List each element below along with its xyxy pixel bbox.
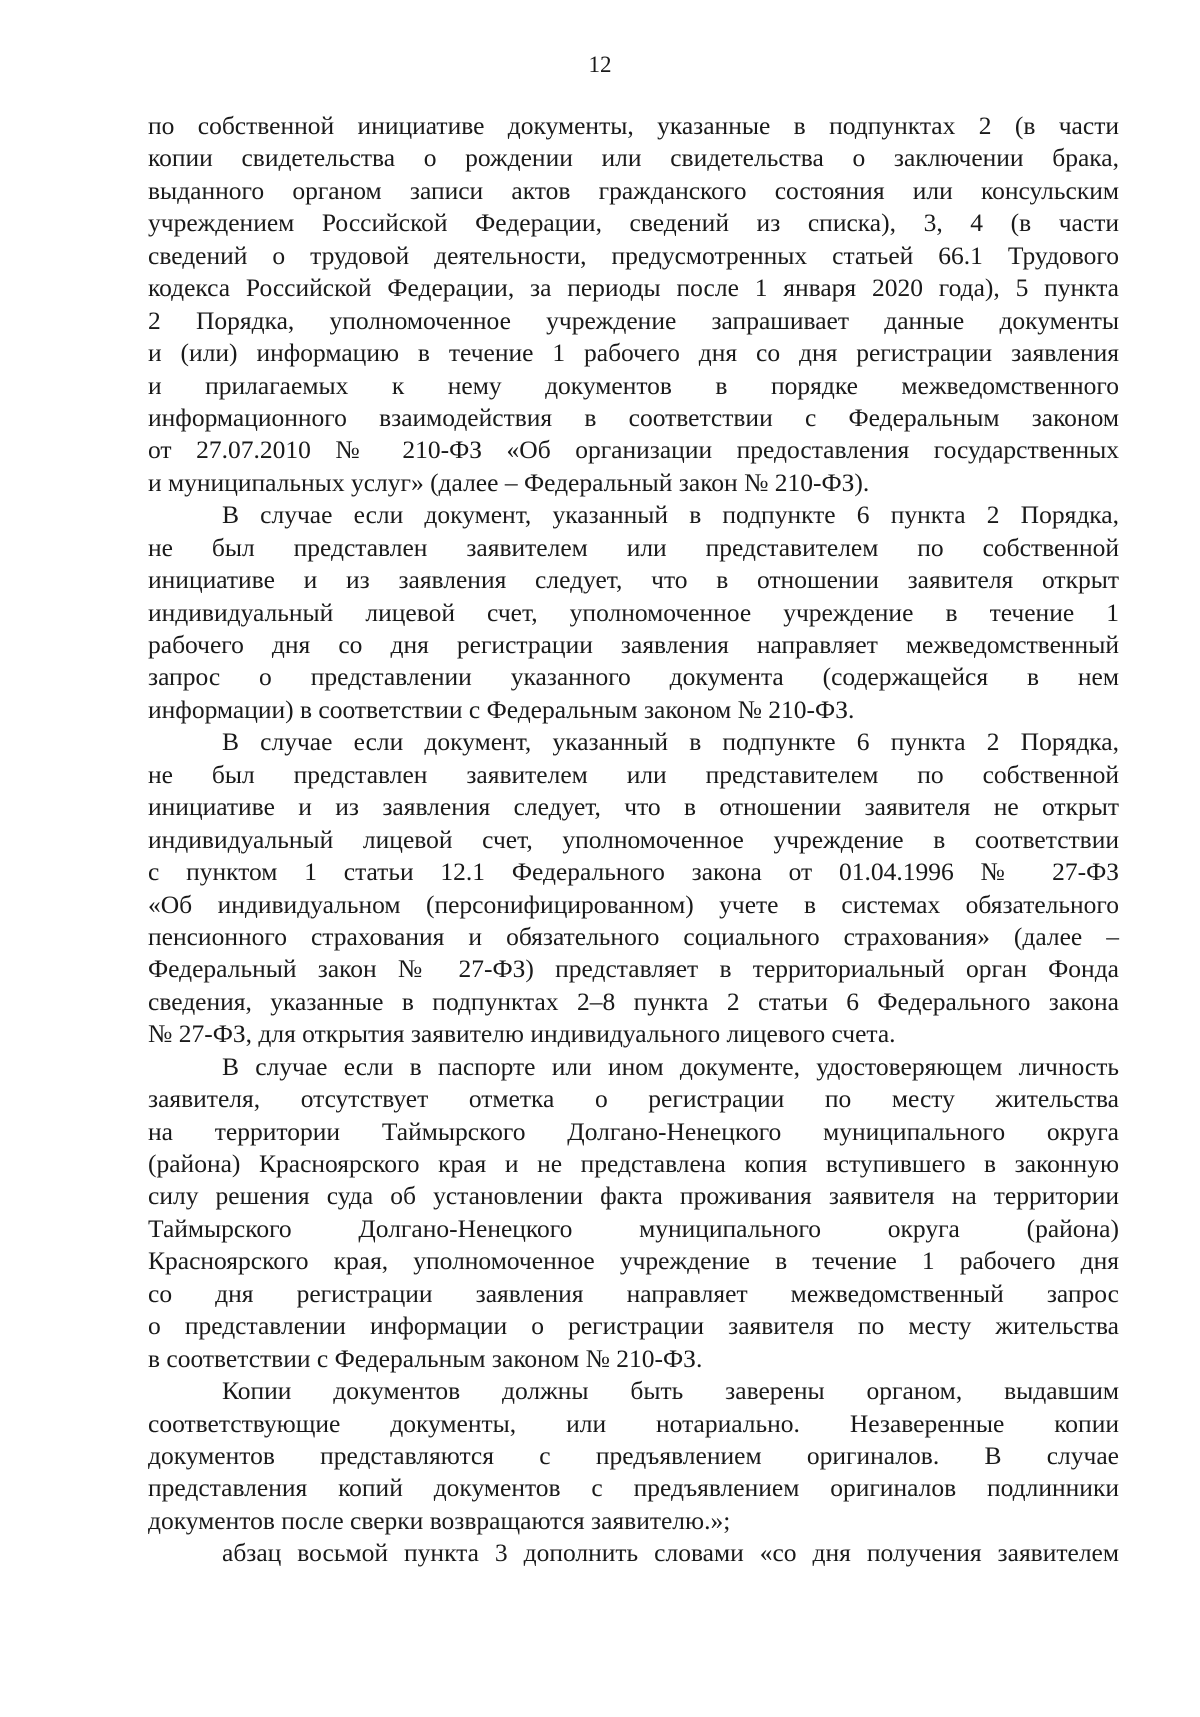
text-line: Копии документов должны быть заверены органом, выдавшим [222, 1376, 1119, 1406]
document-body [148, 110, 1119, 1570]
text-line: учреждением Российской Федерации, сведений из списка), 3, 4 (в части [148, 208, 1119, 238]
text-line: документов представляются с предъявлением оригиналов. В случае [148, 1440, 1119, 1470]
text-line: В случае если документ, указанный в подпункте 6 пункта 2 Порядка, [222, 727, 1119, 757]
text-line: со дня регистрации заявления направляет межведомственный запрос [148, 1278, 1119, 1308]
text-line: 2 Порядка, уполномоченное учреждение запрашивает данные документы [148, 305, 1119, 335]
text-line: пенсионного страхования и обязательного социального страхования» (далее – [148, 921, 1119, 951]
text-line: и прилагаемых к нему документов в порядке межведомственного [148, 370, 1119, 400]
text-line: запрос о представлении указанного документа (содержащейся в нем [148, 662, 1119, 692]
text-line: инициативе и из заявления следует, что в отношении заявителя открыт [148, 565, 1119, 595]
text-line: информационного взаимодействия в соответствии с Федеральным законом [148, 402, 1119, 432]
text-line: индивидуальный лицевой счет, уполномоченное учреждение в соответствии [148, 824, 1119, 854]
text-line: силу решения суда об установлении факта проживания заявителя на территории [148, 1181, 1119, 1211]
text-line: «Об индивидуальном (персонифицированном) учете в системах обязательного [148, 889, 1119, 919]
text-line: рабочего дня со дня регистрации заявления направляет межведомственный [148, 630, 1119, 659]
text-line: Федеральный закон № 27-ФЗ) представляет в территориальный орган Фонда [148, 954, 1119, 984]
text-line: на территории Таймырского Долгано-Ненецкого муниципального округа [148, 1116, 1119, 1146]
text-line: Красноярского края, уполномоченное учреждение в течение 1 рабочего дня [148, 1246, 1119, 1276]
text-line: выданного органом записи актов гражданского состояния или консульским [148, 175, 1119, 205]
text-line: информации) в соответствии с Федеральным законом № 210-ФЗ. [148, 694, 855, 724]
text-line: представления копий документов с предъявлением оригиналов подлинники [148, 1473, 1119, 1503]
text-line: по собственной инициативе документы, указанные в подпунктах 2 (в части [148, 111, 1119, 140]
text-line: № 27-ФЗ, для открытия заявителю индивидуального лицевого счета. [148, 1019, 896, 1049]
text-line: и муниципальных услуг» (далее – Федеральный закон № 210-ФЗ). [148, 467, 870, 497]
page-number: 12 [588, 52, 612, 77]
text-line: и (или) информацию в течение 1 рабочего дня со дня регистрации заявления [148, 338, 1119, 368]
text-line: в соответствии с Федеральным законом № 210-ФЗ. [148, 1343, 703, 1373]
text-line: документов после сверки возвращаются заявителю.»; [148, 1505, 731, 1535]
text-line: с пунктом 1 статьи 12.1 Федерального закона от 01.04.1996 № 27-ФЗ [148, 857, 1119, 887]
text-line: от 27.07.2010 № 210-ФЗ «Об организации предоставления государственных [148, 435, 1119, 465]
text-line: сведений о трудовой деятельности, предусмотренных статьей 66.1 Трудового [148, 240, 1119, 270]
text-line: инициативе и из заявления следует, что в отношении заявителя не открыт [148, 792, 1119, 822]
text-line: соответствующие документы, или нотариально. Незаверенные копии [148, 1408, 1119, 1438]
text-line: кодекса Российской Федерации, за периоды после 1 января 2020 года), 5 пункта [148, 273, 1119, 303]
text-line: копии свидетельства о рождении или свидетельства о заключении брака, [148, 143, 1119, 173]
text-line: (района) Красноярского края и не представлена копия вступившего в законную [148, 1149, 1119, 1178]
text-line: индивидуальный лицевой счет, уполномоченное учреждение в течение 1 [148, 597, 1119, 627]
text-line: сведения, указанные в подпунктах 2–8 пункта 2 статьи 6 Федерального закона [148, 986, 1119, 1016]
text-line: В случае если документ, указанный в подпункте 6 пункта 2 Порядка, [222, 500, 1119, 530]
text-line: абзац восьмой пункта 3 дополнить словами «со дня получения заявителем [222, 1538, 1119, 1568]
text-line: не был представлен заявителем или представителем по собственной [148, 532, 1119, 562]
text-line: Таймырского Долгано-Ненецкого муниципального округа (района) [148, 1213, 1119, 1243]
text-line: о представлении информации о регистрации заявителя по месту жительства [148, 1311, 1119, 1341]
text-line: заявителя, отсутствует отметка о регистрации по месту жительства [148, 1084, 1119, 1114]
text-line: В случае если в паспорте или ином документе, удостоверяющем личность [222, 1051, 1119, 1081]
text-line: не был представлен заявителем или представителем по собственной [148, 759, 1119, 789]
